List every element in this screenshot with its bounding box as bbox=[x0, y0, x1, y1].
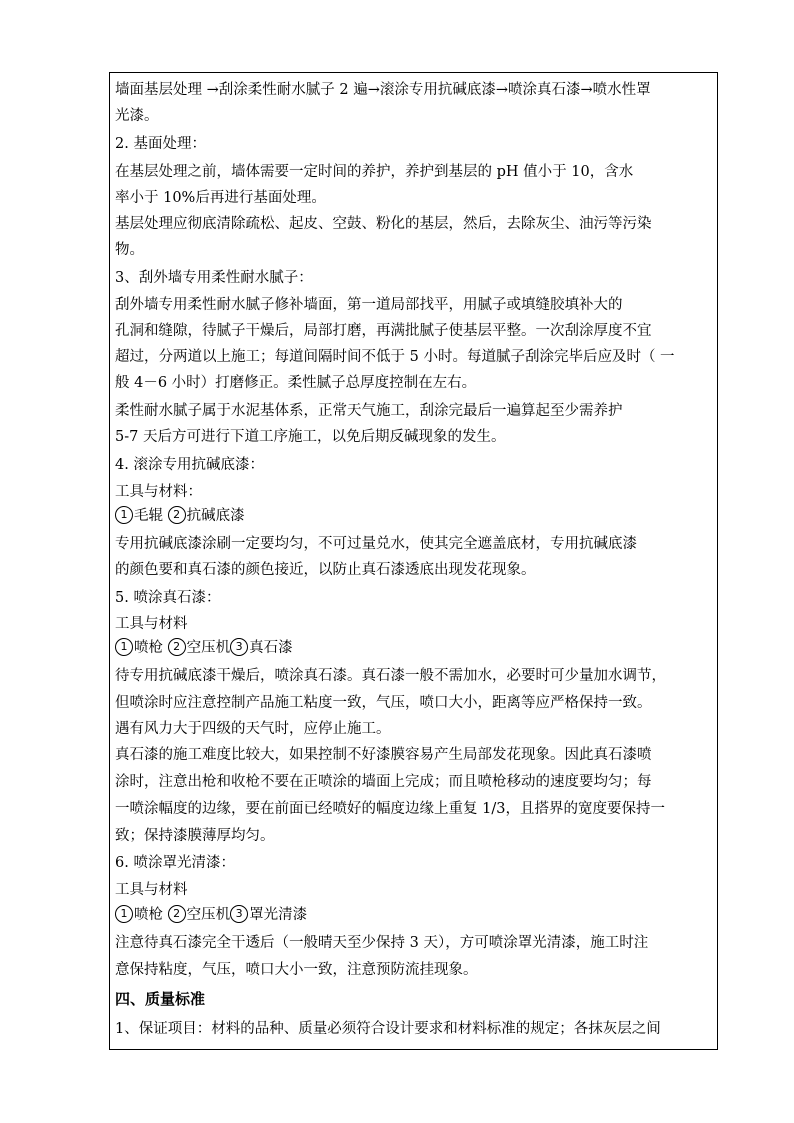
circled-number: 2 bbox=[168, 638, 186, 656]
section-heading-3: 3、刮外墙专用柔性耐水腻子： bbox=[115, 270, 313, 286]
circled-number: 3 bbox=[230, 905, 248, 923]
paragraph-line: 涂时，注意出枪和收枪不要在正喷涂的墙面上完成；而且喷枪移动的速度要均匀；每 bbox=[115, 774, 652, 790]
section-heading-6: 6. 喷涂罩光清漆： bbox=[115, 855, 235, 871]
tools-list-2 bbox=[115, 635, 715, 661]
paragraph-line: 意保持粘度，气压，喷口大小一致，注意预防流挂现象。 bbox=[115, 962, 478, 978]
circled-number: 2 bbox=[168, 905, 186, 923]
circled-number: 3 bbox=[230, 638, 248, 656]
paragraph-line: 物。 bbox=[115, 242, 144, 258]
section-heading-4: 4. 滚涂专用抗碱底漆： bbox=[115, 457, 264, 473]
tools-label: 工具与材料： bbox=[115, 484, 202, 500]
tool-item: 喷枪 bbox=[134, 907, 163, 923]
paragraph-line: 5-7 天后方可进行下道工序施工，以免后期反碱现象的发生。 bbox=[115, 429, 506, 445]
tool-item: 抗碱底漆 bbox=[186, 508, 245, 524]
paragraph-line: 注意待真石漆完全干透后（一般晴天至少保持 3 天），方可喷涂罩光清漆，施工时注 bbox=[115, 935, 649, 951]
tools-list-1 bbox=[115, 503, 715, 529]
tool-item: 喷枪 bbox=[134, 640, 163, 656]
paragraph-line: 专用抗碱底漆涂刷一定要均匀，不可过量兑水，使其完全遮盖底材，专用抗碱底漆 bbox=[115, 536, 637, 552]
paragraph-line: 一喷涂幅度的边缘，要在前面已经喷好的幅度边缘上重复 1/3，且搭界的宽度要保持一 bbox=[115, 801, 665, 817]
paragraph-line: 超过，分两道以上施工；每道间隔时间不低于 5 小时。每道腻子刮涂完毕后应及时（ 一 bbox=[115, 349, 675, 365]
section-heading-2: 2. 基面处理： bbox=[115, 136, 206, 152]
paragraph-line: 率小于 10%后再进行基面处理。 bbox=[115, 190, 326, 206]
paragraph-line: 1、保证项目：材料的品种、质量必须符合设计要求和材料标准的规定；各抹灰层之间 bbox=[115, 1021, 661, 1037]
process-flow-line-2: 光漆。 bbox=[115, 108, 159, 124]
tools-list-3 bbox=[115, 902, 715, 928]
paragraph-line: 的颜色要和真石漆的颜色接近，以防止真石漆透底出现发花现象。 bbox=[115, 562, 536, 578]
paragraph-line: 孔洞和缝隙，待腻子干燥后，局部打磨，再满批腻子使基层平整。一次刮涂厚度不宜 bbox=[115, 323, 652, 339]
circled-number: 1 bbox=[115, 905, 133, 923]
paragraph-line: 待专用抗碱底漆干燥后，喷涂真石漆。真石漆一般不需加水，必要时可少量加水调节， bbox=[115, 668, 666, 684]
section-title-quality-standards: 四、质量标准 bbox=[115, 990, 206, 1008]
paragraph-line: 基层处理应彻底清除疏松、起皮、空鼓、粉化的基层，然后，去除灰尘、油污等污染 bbox=[115, 216, 652, 232]
circled-number: 2 bbox=[168, 506, 186, 524]
tool-item: 真石漆 bbox=[249, 640, 293, 656]
paragraph-line: 真石漆的施工难度比较大，如果控制不好漆膜容易产生局部发花现象。因此真石漆喷 bbox=[115, 747, 652, 763]
paragraph-line: 致；保持漆膜薄厚均匀。 bbox=[115, 828, 275, 844]
circled-number: 1 bbox=[115, 638, 133, 656]
tools-label: 工具与材料 bbox=[115, 882, 188, 898]
paragraph-line: 般 4－6 小时）打磨修正。柔性腻子总厚度控制在左右。 bbox=[115, 375, 477, 391]
paragraph-line: 刮外墙专用柔性耐水腻子修补墙面，第一道局部找平，用腻子或填缝胶填补大的 bbox=[115, 297, 623, 313]
section-heading-5: 5. 喷涂真石漆： bbox=[115, 590, 221, 606]
circled-number: 1 bbox=[115, 506, 133, 524]
tools-label: 工具与材料 bbox=[115, 616, 188, 632]
paragraph-line: 柔性耐水腻子属于水泥基体系，正常天气施工，刮涂完最后一遍算起至少需养护 bbox=[115, 403, 623, 419]
paragraph-line: 但喷涂时应注意控制产品施工粘度一致，气压，喷口大小，距离等应严格保持一致。 bbox=[115, 695, 652, 711]
tool-item: 罩光清漆 bbox=[249, 907, 308, 923]
paragraph-line: 在基层处理之前，墙体需要一定时间的养护，养护到基层的 pH 值小于 10，含水 bbox=[115, 164, 634, 180]
paragraph-line: 遇有风力大于四级的天气时，应停止施工。 bbox=[115, 721, 391, 737]
process-flow-line-1: 墙面基层处理 →刮涂柔性耐水腻子 2 遍→滚涂专用抗碱底漆→喷涂真石漆→喷水性罩 bbox=[115, 82, 651, 98]
tool-item: 空压机 bbox=[186, 907, 231, 923]
tool-item: 毛辊 bbox=[134, 508, 163, 524]
tool-item: 空压机 bbox=[186, 640, 231, 656]
